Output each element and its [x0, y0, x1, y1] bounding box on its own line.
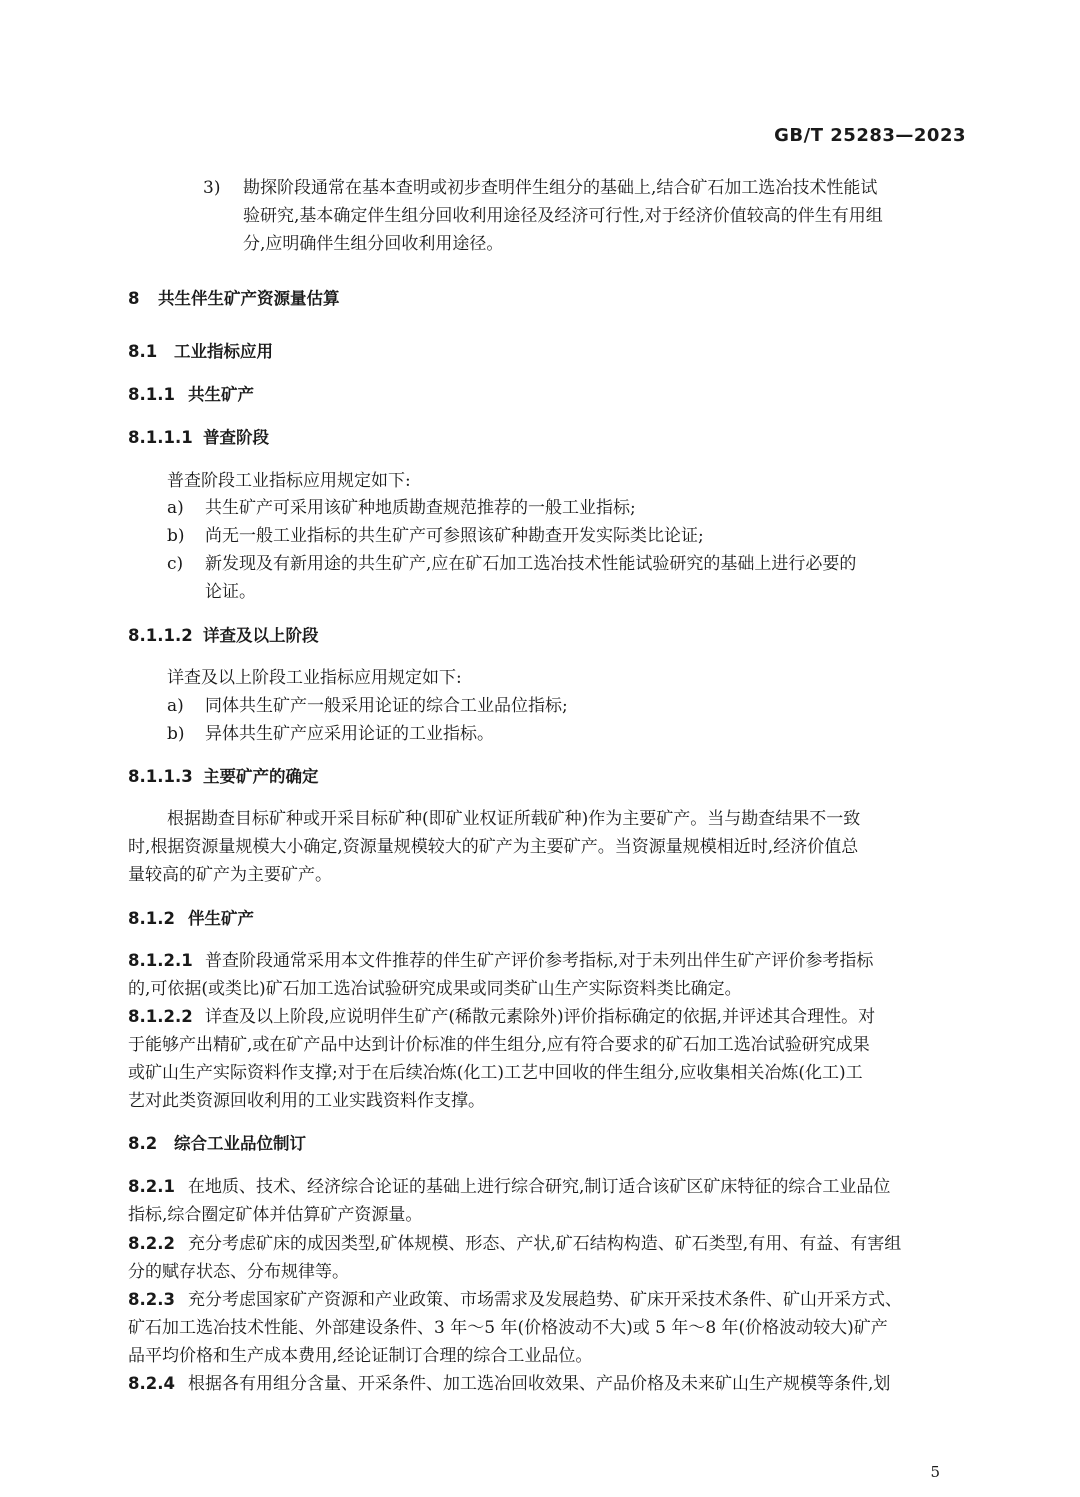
list-item-text: 新发现及有新用途的共生矿产,应在矿石加工选冶技术性能试验研究的基础上进行必要的 — [205, 554, 857, 574]
section-title: 伴生矿产 — [188, 909, 254, 928]
section-title: 共生伴生矿产资源量估算 — [158, 289, 340, 308]
section-number: 8.1.1.3 — [128, 767, 193, 786]
paragraph-line: 详查及以上阶段,应说明伴生矿产(稀散元素除外)评价指标确定的依据,并评述其合理性。对 — [205, 1007, 876, 1027]
paragraph-line: 品平均价格和生产成本费用,经论证制订合理的综合工业品位。 — [128, 1346, 593, 1366]
list-item-text: 共生矿产可采用该矿种地质勘查规范推荐的一般工业指标; — [205, 498, 636, 518]
section-title: 主要矿产的确定 — [203, 767, 319, 786]
paragraph-line: 根据勘查目标矿种或开采目标矿种(即矿业权证所载矿种)作为主要矿产。当与勘查结果不一致 — [167, 809, 861, 829]
paragraph-line: 时,根据资源量规模大小确定,资源量规模较大的矿产为主要矿产。当资源量规模相近时,经济价值总 — [128, 837, 859, 857]
clause-number: 8.2.4 — [128, 1374, 175, 1393]
paragraph-line: 或矿山生产实际资料作支撑;对于在后续冶炼(化工)工艺中回收的伴生组分,应收集相关冶炼(化工)工 — [128, 1063, 863, 1083]
section-number: 8.1.2 — [128, 909, 175, 928]
section-title: 普查阶段 — [203, 428, 269, 447]
section-number: 8.1 — [128, 342, 158, 361]
section-number: 8.1.1.1 — [128, 428, 193, 447]
section-number: 8.1.1 — [128, 385, 175, 404]
paragraph-line: 充分考虑国家矿产资源和产业政策、市场需求及发展趋势、矿床开采技术条件、矿山开采方式、 — [188, 1290, 902, 1310]
list-item-label: a) — [167, 498, 184, 518]
section-title: 详查及以上阶段 — [203, 626, 319, 645]
list-item-label: a) — [167, 696, 184, 716]
paragraph-line: 普查阶段通常采用本文件推荐的伴生矿产评价参考指标,对于未列出伴生矿产评价参考指标 — [205, 951, 874, 971]
paragraph-line: 详查及以上阶段工业指标应用规定如下: — [167, 668, 462, 688]
paragraph-line: 的,可依据(或类比)矿石加工选冶试验研究成果或同类矿山生产实际资料类比确定。 — [128, 979, 742, 999]
section-title: 工业指标应用 — [174, 342, 273, 361]
list-item-text: 同体共生矿产一般采用论证的综合工业品位指标; — [205, 696, 568, 716]
paragraph-line: 充分考虑矿床的成因类型,矿体规模、形态、产状,矿石结构构造、矿石类型,有用、有益、有害组 — [188, 1234, 902, 1254]
section-number: 8.1.1.2 — [128, 626, 193, 645]
section-title: 综合工业品位制订 — [174, 1134, 306, 1153]
paragraph-line: 普查阶段工业指标应用规定如下: — [167, 471, 411, 491]
list-item-text: 论证。 — [205, 582, 256, 602]
document-code: GB/T 25283—2023 — [774, 125, 966, 146]
paragraph-line: 矿石加工选冶技术性能、外部建设条件、3 年～5 年(价格波动不大)或 5 年～8 年(价格波动较大)矿产 — [128, 1318, 888, 1338]
section-number: 8 — [128, 289, 140, 308]
paragraph-line: 勘探阶段通常在基本查明或初步查明伴生组分的基础上,结合矿石加工选冶技术性能试 — [243, 178, 878, 198]
paragraph-line: 分,应明确伴生组分回收利用途径。 — [243, 234, 504, 254]
list-item-label: b) — [167, 526, 185, 546]
paragraph-line: 量较高的矿产为主要矿产。 — [128, 865, 332, 885]
clause-number: 8.1.2.1 — [128, 951, 193, 970]
list-item-label: c) — [167, 554, 184, 574]
paragraph-line: 验研究,基本确定伴生组分回收利用途径及经济可行性,对于经济价值较高的伴生有用组 — [243, 206, 883, 226]
page-number: 5 — [930, 1463, 940, 1481]
list-item-text: 异体共生矿产应采用论证的工业指标。 — [205, 724, 494, 744]
clause-number: 8.2.2 — [128, 1234, 175, 1253]
section-title: 共生矿产 — [188, 385, 254, 404]
paragraph-line: 指标,综合圈定矿体并估算矿产资源量。 — [128, 1205, 423, 1225]
list-item-text: 尚无一般工业指标的共生矿产可参照该矿种勘查开发实际类比论证; — [205, 526, 704, 546]
clause-number: 8.2.3 — [128, 1290, 175, 1309]
paragraph-line: 分的赋存状态、分布规律等。 — [128, 1262, 349, 1282]
paragraph-line: 在地质、技术、经济综合论证的基础上进行综合研究,制订适合该矿区矿床特征的综合工业品位 — [188, 1177, 891, 1197]
list-item-label: b) — [167, 724, 185, 744]
list-item-label: 3) — [203, 178, 221, 198]
paragraph-line: 于能够产出精矿,或在矿产品中达到计价标准的伴生组分,应有符合要求的矿石加工选冶试验研究成果 — [128, 1035, 870, 1055]
paragraph-line: 根据各有用组分含量、开采条件、加工选冶回收效果、产品价格及未来矿山生产规模等条件,划 — [188, 1374, 891, 1394]
clause-number: 8.2.1 — [128, 1177, 175, 1196]
clause-number: 8.1.2.2 — [128, 1007, 193, 1026]
section-number: 8.2 — [128, 1134, 158, 1153]
paragraph-line: 艺对此类资源回收利用的工业实践资料作支撑。 — [128, 1091, 485, 1111]
